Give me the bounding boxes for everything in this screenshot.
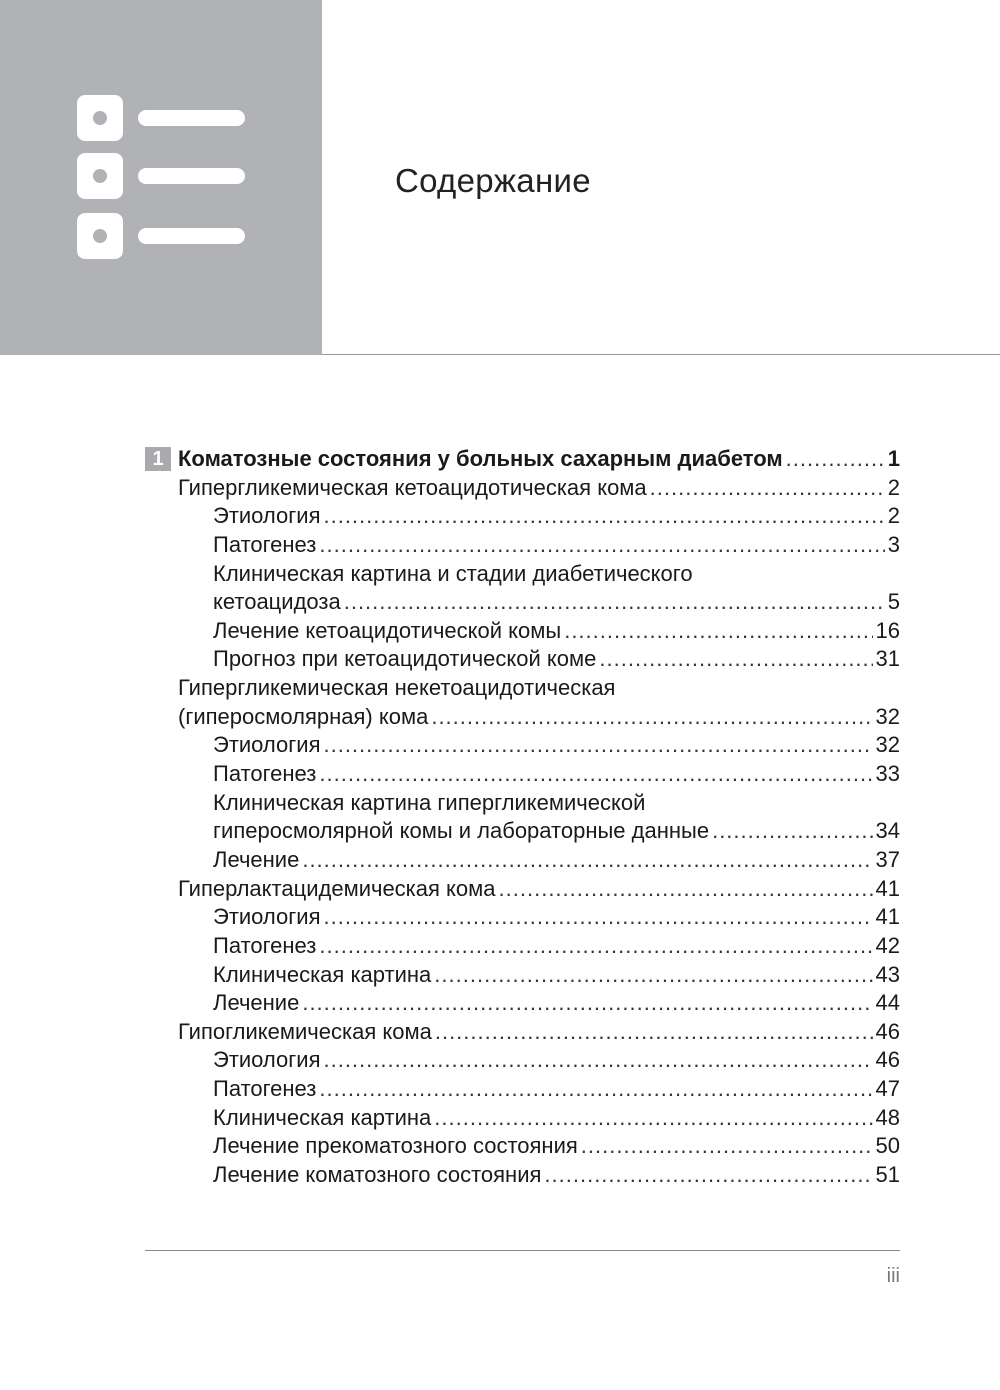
toc-entry-title: Гипергликемическая кетоацидотическая кома bbox=[178, 474, 647, 500]
toc-entry-title: Патогенез bbox=[213, 932, 317, 958]
toc-entry-title: Коматозные состояния у больных сахарным диабетом bbox=[178, 446, 783, 471]
dot-leader bbox=[564, 617, 872, 646]
toc-page-number: 42 bbox=[875, 932, 900, 958]
toc-entry-title: Клиническая картина гипергликемической bbox=[213, 789, 646, 815]
toc-entry-title: (гиперосмолярная) кома bbox=[178, 703, 429, 729]
toc-entry-title: гиперосмолярной комы и лабораторные данные bbox=[213, 818, 710, 844]
toc-entry-title: Лечение прекоматозного состояния bbox=[213, 1133, 578, 1159]
toc-entry-title: Прогноз при кетоацидотической коме bbox=[213, 646, 597, 672]
toc-page-number: 32 bbox=[875, 732, 900, 758]
toc-entry-title: Клиническая картина bbox=[213, 1104, 432, 1130]
page-number: iii bbox=[886, 1265, 900, 1287]
toc-page-number: 46 bbox=[875, 1047, 900, 1073]
dot-leader bbox=[544, 1161, 872, 1190]
dot-leader bbox=[650, 474, 885, 503]
toc-entry[interactable] bbox=[145, 1046, 900, 1075]
toc-entry[interactable] bbox=[145, 1018, 900, 1047]
toc-page-number: 41 bbox=[875, 904, 900, 930]
dot-leader bbox=[302, 989, 872, 1018]
dot-leader bbox=[712, 817, 872, 846]
toc-entry[interactable] bbox=[145, 1132, 900, 1161]
header-panel bbox=[0, 0, 322, 355]
toc-entry[interactable] bbox=[145, 817, 900, 846]
page-title: Содержание bbox=[395, 162, 591, 199]
toc-page-number: 37 bbox=[875, 846, 900, 872]
dot-leader bbox=[323, 903, 872, 932]
toc-entry-title: Лечение кетоацидотической комы bbox=[213, 617, 562, 643]
toc-entry[interactable] bbox=[145, 617, 900, 646]
toc-page-number: 51 bbox=[875, 1162, 900, 1188]
toc-page-number: 5 bbox=[887, 589, 900, 615]
toc-entry-title: Патогенез bbox=[213, 761, 317, 787]
table-of-contents bbox=[145, 445, 900, 1190]
dot-leader bbox=[599, 645, 872, 674]
toc-entry-title: Этиология bbox=[213, 503, 321, 529]
dot-leader bbox=[323, 731, 872, 760]
toc-entry[interactable] bbox=[145, 1104, 900, 1133]
toc-entry-title: Гипергликемическая некетоацидотическая bbox=[178, 675, 616, 701]
toc-entry-title: Клиническая картина и стадии диабетического bbox=[213, 560, 693, 586]
toc-entry[interactable] bbox=[145, 875, 900, 904]
toc-entry[interactable] bbox=[145, 502, 900, 531]
toc-chapter[interactable] bbox=[145, 445, 900, 474]
toc-entry[interactable] bbox=[145, 989, 900, 1018]
toc-entry[interactable] bbox=[145, 932, 900, 961]
dot-leader bbox=[319, 531, 884, 560]
toc-page-number: 44 bbox=[875, 990, 900, 1016]
toc-entry-title: Гиперлактацидемическая кома bbox=[178, 875, 496, 901]
header-divider bbox=[322, 354, 1000, 355]
dot-leader bbox=[344, 588, 885, 617]
dot-leader bbox=[434, 961, 872, 990]
toc-entry[interactable] bbox=[145, 1075, 900, 1104]
toc-entry-title: Этиология bbox=[213, 732, 321, 758]
toc-page-number: 34 bbox=[875, 818, 900, 844]
dot-leader bbox=[323, 1046, 872, 1075]
toc-entry[interactable] bbox=[145, 789, 900, 818]
dot-leader bbox=[319, 1075, 872, 1104]
toc-entry[interactable] bbox=[145, 474, 900, 503]
toc-page-number: 50 bbox=[875, 1133, 900, 1159]
toc-entry-title: кетоацидоза bbox=[213, 589, 341, 615]
toc-entry[interactable] bbox=[145, 1161, 900, 1190]
dot-leader bbox=[319, 760, 872, 789]
dot-leader bbox=[434, 1104, 872, 1133]
chapter-number: 1 bbox=[145, 447, 171, 471]
toc-page-number: 2 bbox=[887, 503, 900, 529]
toc-page-number: 32 bbox=[875, 703, 900, 729]
footer-divider bbox=[145, 1250, 900, 1251]
toc-entry[interactable] bbox=[145, 731, 900, 760]
toc-page-number: 41 bbox=[875, 875, 900, 901]
dot-leader bbox=[431, 703, 872, 732]
toc-entry-title: Лечение коматозного состояния bbox=[213, 1162, 542, 1188]
toc-entry-title: Этиология bbox=[213, 1047, 321, 1073]
toc-entry-title: Клиническая картина bbox=[213, 961, 432, 987]
toc-page-number: 2 bbox=[887, 474, 900, 500]
toc-page-number: 3 bbox=[887, 531, 900, 557]
dot-leader bbox=[786, 445, 885, 474]
dot-leader bbox=[323, 502, 884, 531]
toc-entry-title: Лечение bbox=[213, 990, 300, 1016]
toc-entry[interactable] bbox=[145, 846, 900, 875]
toc-page-number: 43 bbox=[875, 961, 900, 987]
toc-entry-title: Этиология bbox=[213, 904, 321, 930]
toc-page-number: 1 bbox=[887, 446, 900, 471]
dot-leader bbox=[581, 1132, 873, 1161]
toc-entry[interactable] bbox=[145, 703, 900, 732]
toc-entry-title: Лечение bbox=[213, 846, 300, 872]
toc-entry[interactable] bbox=[145, 531, 900, 560]
toc-entry-title: Гипогликемическая кома bbox=[178, 1018, 432, 1044]
dot-leader bbox=[302, 846, 872, 875]
toc-page-number: 47 bbox=[875, 1076, 900, 1102]
toc-entry[interactable] bbox=[145, 760, 900, 789]
toc-page-number: 46 bbox=[875, 1018, 900, 1044]
dot-leader bbox=[435, 1018, 873, 1047]
toc-entry-title: Патогенез bbox=[213, 1076, 317, 1102]
toc-entry[interactable] bbox=[145, 645, 900, 674]
toc-page-number: 31 bbox=[875, 646, 900, 672]
dot-leader bbox=[319, 932, 872, 961]
dot-leader bbox=[499, 875, 873, 904]
toc-entry[interactable] bbox=[145, 560, 900, 589]
toc-page-number: 33 bbox=[875, 761, 900, 787]
toc-entry[interactable] bbox=[145, 961, 900, 990]
toc-entry[interactable] bbox=[145, 903, 900, 932]
toc-entry-title: Патогенез bbox=[213, 531, 317, 557]
toc-page-number: 48 bbox=[875, 1104, 900, 1130]
toc-entry[interactable] bbox=[145, 588, 900, 617]
toc-page-number: 16 bbox=[875, 617, 900, 643]
toc-entry[interactable] bbox=[145, 674, 900, 703]
